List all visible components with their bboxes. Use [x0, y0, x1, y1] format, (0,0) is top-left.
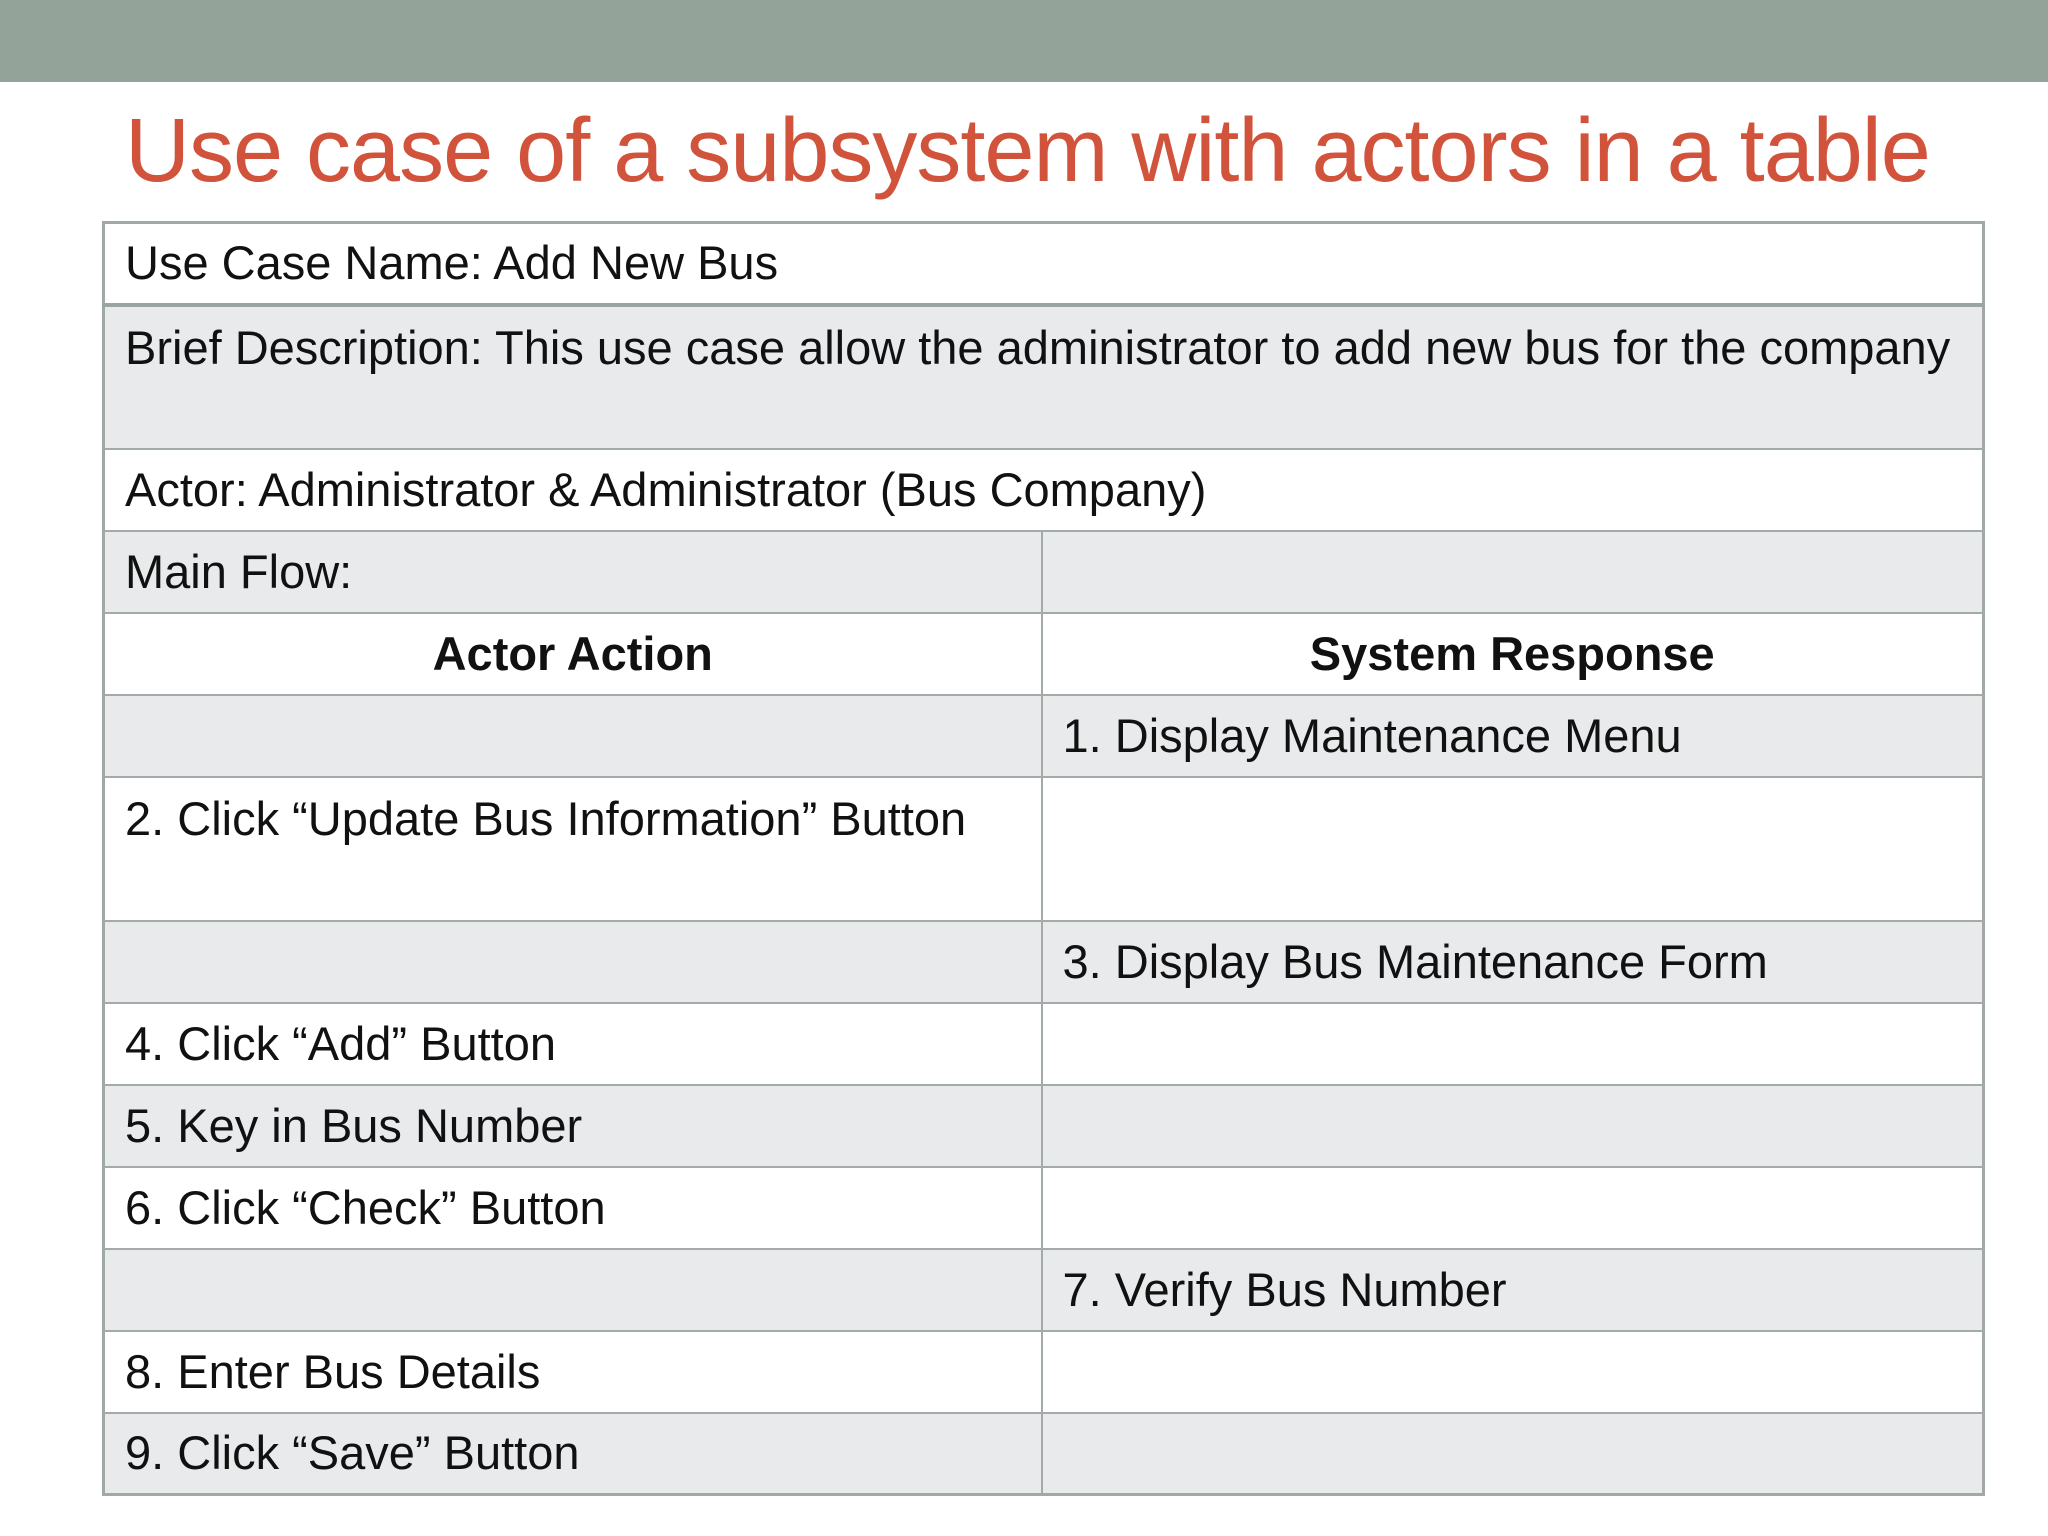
actor-action-cell: 8. Enter Bus Details	[104, 1331, 1042, 1413]
use-case-name-cell: Use Case Name: Add New Bus	[104, 223, 1984, 305]
slide-title: Use case of a subsystem with actors in a table	[125, 101, 1930, 201]
system-response-cell: 3. Display Bus Maintenance Form	[1042, 921, 1984, 1003]
system-response-cell: 7. Verify Bus Number	[1042, 1249, 1984, 1331]
actor-action-cell: 6. Click “Check” Button	[104, 1167, 1042, 1249]
use-case-table	[102, 221, 1985, 1496]
system-response-cell	[1042, 1085, 1984, 1167]
table-row	[104, 1003, 1984, 1085]
table-row	[104, 777, 1984, 921]
actor-action-cell	[104, 1249, 1042, 1331]
main-flow-empty-cell	[1042, 531, 1984, 613]
main-flow-row	[104, 531, 1984, 613]
brief-description-cell: Brief Description: This use case allow the administrator to add new bus for the company	[104, 305, 1984, 449]
top-accent-band	[0, 0, 2048, 82]
actor-action-cell	[104, 695, 1042, 777]
actor-action-cell: 5. Key in Bus Number	[104, 1085, 1042, 1167]
table-row	[104, 1249, 1984, 1331]
table-row	[104, 1413, 1984, 1495]
brief-description-row	[104, 305, 1984, 449]
actor-row	[104, 449, 1984, 531]
actor-cell: Actor: Administrator & Administrator (Bus Company)	[104, 449, 1984, 531]
use-case-name-row	[104, 223, 1984, 305]
system-response-cell	[1042, 1167, 1984, 1249]
table-row	[104, 1331, 1984, 1413]
main-flow-label: Main Flow:	[104, 531, 1042, 613]
system-response-cell	[1042, 1413, 1984, 1495]
table-row	[104, 695, 1984, 777]
table-row	[104, 1167, 1984, 1249]
actor-action-cell: 9. Click “Save” Button	[104, 1413, 1042, 1495]
system-response-cell	[1042, 1331, 1984, 1413]
table-row	[104, 1085, 1984, 1167]
actor-action-cell: 2. Click “Update Bus Information” Button	[104, 777, 1042, 921]
system-response-header: System Response	[1042, 613, 1984, 695]
actor-action-cell	[104, 921, 1042, 1003]
system-response-cell	[1042, 777, 1984, 921]
system-response-cell	[1042, 1003, 1984, 1085]
table-row	[104, 921, 1984, 1003]
column-header-row	[104, 613, 1984, 695]
actor-action-header: Actor Action	[104, 613, 1042, 695]
actor-action-cell: 4. Click “Add” Button	[104, 1003, 1042, 1085]
system-response-cell: 1. Display Maintenance Menu	[1042, 695, 1984, 777]
